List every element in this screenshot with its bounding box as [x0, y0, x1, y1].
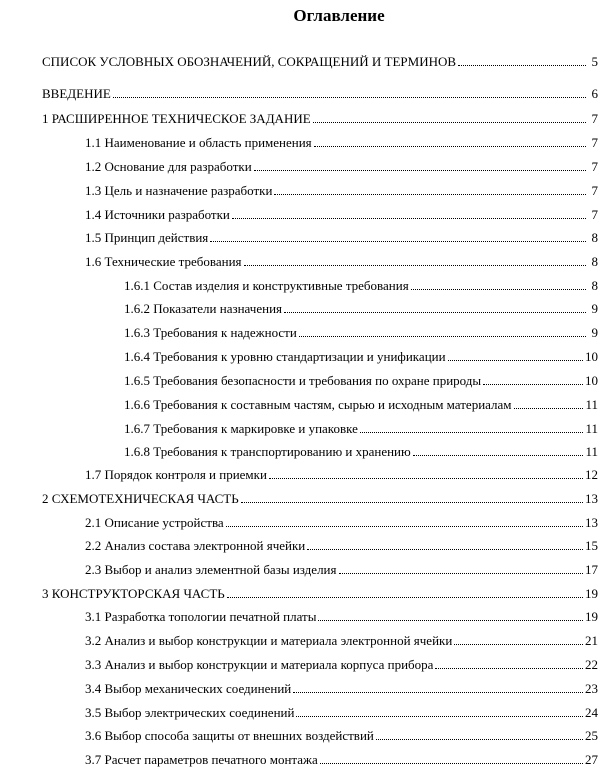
toc-entry[interactable] [85, 608, 598, 625]
toc-dot-leader [284, 312, 586, 313]
toc-entry-page-number: 7 [591, 159, 598, 174]
toc-entry-title: 2.1 Описание устройства [85, 515, 224, 530]
toc-entry-page-number: 7 [591, 135, 598, 150]
toc-dot-leader [241, 502, 583, 503]
toc-entry[interactable] [85, 751, 598, 768]
toc-entry-page-number: 8 [591, 254, 598, 269]
toc-entry-title: 3.2 Анализ и выбор конструкции и материала электронной ячейки [85, 633, 453, 648]
toc-entry-page-number: 13 [585, 515, 598, 530]
toc-entry-title: 1.6.6 Требования к составным частям, сырью и исходным материалам [124, 397, 512, 412]
toc-entry-page-number: 11 [585, 397, 598, 412]
page-title: Оглавление [293, 6, 385, 25]
toc-entry[interactable] [124, 443, 598, 460]
toc-dot-leader [232, 218, 586, 219]
toc-dot-leader [454, 644, 583, 645]
toc-dot-leader [458, 65, 586, 66]
toc-entry-page-number: 7 [591, 207, 598, 222]
toc-dot-leader [113, 97, 586, 98]
toc-entry-page-number: 8 [591, 230, 598, 245]
toc-dot-leader [313, 122, 586, 123]
toc-entry[interactable] [85, 466, 598, 483]
toc-dot-leader [274, 194, 586, 195]
toc-entry[interactable] [124, 372, 598, 389]
toc-entry[interactable] [124, 348, 598, 365]
toc-dot-leader [483, 384, 583, 385]
toc-entry[interactable] [85, 134, 598, 151]
toc-entry-title: 1.6 Технические требования [85, 254, 242, 269]
toc-dot-leader [318, 620, 583, 621]
toc-entry-title: 2.3 Выбор и анализ элементной базы изделия [85, 562, 337, 577]
toc-dot-leader [376, 739, 583, 740]
toc-entry[interactable] [124, 420, 598, 437]
toc-dot-leader [299, 336, 586, 337]
toc-entry-page-number: 7 [591, 111, 598, 126]
toc-entry-title: ВВЕДЕНИЕ [42, 86, 111, 101]
toc-entry[interactable] [42, 53, 598, 70]
toc-entry[interactable] [124, 277, 598, 294]
toc-dot-leader [254, 170, 586, 171]
toc-entry-title: 2 СХЕМОТЕХНИЧЕСКАЯ ЧАСТЬ [42, 491, 239, 506]
toc-dot-leader [244, 265, 586, 266]
toc-entry-page-number: 25 [585, 728, 598, 743]
toc-dot-leader [226, 526, 583, 527]
toc-entry-page-number: 9 [591, 325, 598, 340]
toc-entry-page-number: 10 [585, 349, 598, 364]
toc-entry-page-number: 23 [585, 681, 598, 696]
toc-entry-title: 3.3 Анализ и выбор конструкции и материала корпуса прибора [85, 657, 434, 672]
toc-entry-title: СПИСОК УСЛОВНЫХ ОБОЗНАЧЕНИЙ, СОКРАЩЕНИЙ И ТЕРМИНОВ [42, 54, 457, 69]
toc-entry[interactable] [124, 324, 598, 341]
toc-entry-title: 1.6.3 Требования к надежности [124, 325, 297, 340]
toc-dot-leader [314, 146, 586, 147]
toc-entry[interactable] [85, 206, 598, 223]
toc-entry[interactable] [42, 490, 598, 507]
toc-entry[interactable] [85, 561, 598, 578]
toc-entry[interactable] [85, 182, 598, 199]
toc-entry-title: 3.4 Выбор механических соединений [85, 681, 292, 696]
toc-entry-page-number: 7 [591, 183, 598, 198]
toc-entry-title: 1 РАСШИРЕННОЕ ТЕХНИЧЕСКОЕ ЗАДАНИЕ [42, 111, 311, 126]
toc-dot-leader [296, 716, 583, 717]
toc-entry-title: 3.6 Выбор способа защиты от внешних воздействий [85, 728, 374, 743]
toc-entry-page-number: 13 [585, 491, 598, 506]
toc-entry-title: 3.5 Выбор электрических соединений [85, 705, 295, 720]
toc-entry-title: 3 КОНСТРУКТОРСКАЯ ЧАСТЬ [42, 586, 225, 601]
toc-entry[interactable] [85, 680, 598, 697]
toc-entry-title: 1.4 Источники разработки [85, 207, 230, 222]
toc-dot-leader [227, 597, 583, 598]
toc-entry[interactable] [85, 632, 598, 649]
toc-entry-title: 1.7 Порядок контроля и приемки [85, 467, 267, 482]
toc-entry-page-number: 6 [591, 86, 598, 101]
toc-dot-leader [413, 455, 584, 456]
toc-dot-leader [435, 668, 583, 669]
toc-entry-title: 1.6.5 Требования безопасности и требования по охране природы [124, 373, 482, 388]
toc-entry-page-number: 12 [585, 467, 598, 482]
toc-entry[interactable] [85, 514, 598, 531]
toc-entry-page-number: 17 [585, 562, 598, 577]
toc-entry-title: 2.2 Анализ состава электронной ячейки [85, 538, 306, 553]
toc-entry-page-number: 11 [585, 444, 598, 459]
toc-entry-page-number: 15 [585, 538, 598, 553]
toc-entry-title: 1.2 Основание для разработки [85, 159, 252, 174]
toc-entry-title: 1.6.7 Требования к маркировке и упаковке [124, 421, 358, 436]
toc-entry-title: 1.6.2 Показатели назначения [124, 301, 283, 316]
toc-dot-leader [320, 763, 583, 764]
toc-dot-leader [307, 549, 583, 550]
toc-entry-title: 1.3 Цель и назначение разработки [85, 183, 273, 198]
toc-entry-page-number: 21 [585, 633, 598, 648]
toc-entry-page-number: 22 [585, 657, 598, 672]
toc-entry[interactable] [124, 396, 598, 413]
toc-entry-page-number: 24 [585, 705, 598, 720]
toc-entry[interactable] [42, 110, 598, 127]
toc-entry[interactable] [85, 727, 598, 744]
toc-entry-page-number: 19 [585, 609, 598, 624]
toc-entry-title: 1.6.1 Состав изделия и конструктивные требования [124, 278, 409, 293]
toc-entry[interactable] [124, 300, 598, 317]
toc-entry-page-number: 9 [591, 301, 598, 316]
toc-entry-title: 3.1 Разработка топологии печатной платы [85, 609, 317, 624]
toc-dot-leader [514, 408, 584, 409]
toc-entry-title: 3.7 Расчет параметров печатного монтажа [85, 752, 318, 767]
toc-entry-page-number: 5 [591, 54, 598, 69]
toc-entry[interactable] [85, 229, 598, 246]
toc-dot-leader [448, 360, 583, 361]
toc-entry-title: 1.6.4 Требования к уровню стандартизации и унификации [124, 349, 446, 364]
toc-entry[interactable] [85, 158, 598, 175]
toc-entry-page-number: 10 [585, 373, 598, 388]
toc-entry-title: 1.6.8 Требования к транспортированию и хранению [124, 444, 411, 459]
toc-entry-page-number: 19 [585, 586, 598, 601]
toc-entry[interactable] [85, 656, 598, 673]
toc-entry-page-number: 11 [585, 421, 598, 436]
toc-dot-leader [269, 478, 583, 479]
toc-entry[interactable] [85, 253, 598, 270]
toc-entry-title: 1.5 Принцип действия [85, 230, 209, 245]
toc-dot-leader [411, 289, 586, 290]
toc-entry[interactable] [85, 704, 598, 721]
toc-entry-page-number: 8 [591, 278, 598, 293]
toc-entry[interactable] [85, 537, 598, 554]
toc-dot-leader [360, 432, 584, 433]
toc-dot-leader [339, 573, 584, 574]
toc-entry-page-number: 27 [585, 752, 598, 767]
toc-entry[interactable] [42, 85, 598, 102]
toc-entry-title: 1.1 Наименование и область применения [85, 135, 312, 150]
toc-dot-leader [293, 692, 583, 693]
toc-dot-leader [210, 241, 586, 242]
toc-entry[interactable] [42, 585, 598, 602]
